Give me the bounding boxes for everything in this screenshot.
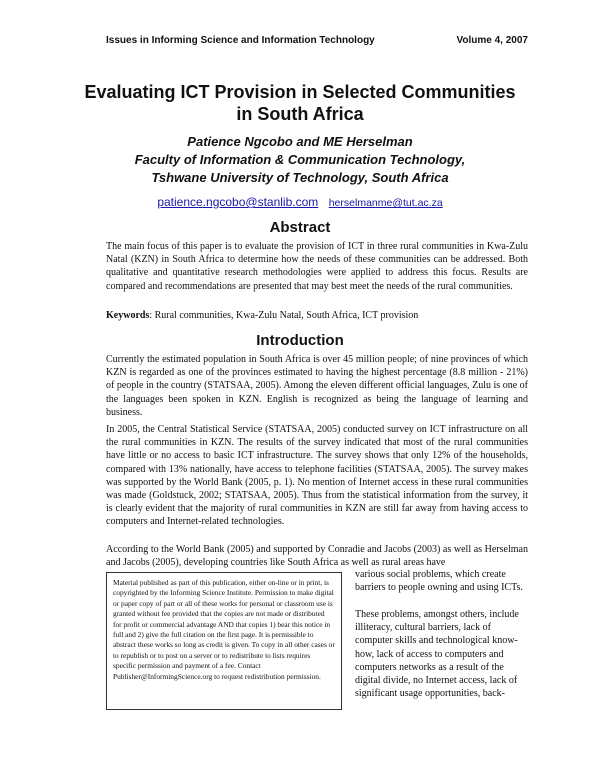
author-university: Tshwane University of Technology, South Africa	[151, 170, 449, 185]
intro-paragraph-2: In 2005, the Central Statistical Service (STATSAA, 2005) conducted survey on ICT infrastructure on all the rural communities in KZN. The results of the survey indicated that most of the rural communities have little or no access to basic ICT infrastructure. The survey shows that only 12% of the households, compared with 13% nationally, have access to telephone facilities (STATSAA, 2005). The survey makes was supported by the World Bank (2005, p. 1). No mention of Internet access in these rural communities was made (Goldstuck, 2002; STATSAA, 2005). Thus from the statistical information from the survey, it is clearly evident that the majority of rural communities in KZN are still far away from having access to computers and Internet-related technologies.	[106, 424, 528, 528]
abstract-heading: Abstract	[269, 219, 331, 236]
keywords-list: : Rural communities, Kwa-Zulu Natal, South Africa, ICT provision	[149, 310, 419, 321]
intro-paragraph-1: Currently the estimated population in South Africa is over 45 million people; of nine provinces of which KZN is regarded as one of the provinces estimated to having the highest percentage (8.8 million - 21%) of people in the country (STATSAA, 2005). Among the eleven different official languages, Zulu is one of the languages been spoken in KZN. English is recognized as being the language of learning and business.	[106, 354, 528, 418]
author-names: Patience Ngcobo and ME Herselman	[187, 134, 413, 149]
volume-info: Volume 4, 2007	[456, 35, 528, 46]
right-column-paragraph-2: These problems, amongst others, include illiteracy, cultural barriers, lack of computer skills and technological know-how, lack of access to computers and computers networks as a result of the digital divide, no Internet access, lack of significant usage opportunities, back-	[355, 609, 519, 700]
journal-name: Issues in Informing Science and Information Technology	[106, 35, 375, 46]
paper-title	[80, 81, 520, 125]
introduction-heading: Introduction	[256, 332, 344, 349]
keywords-label: Keywords	[106, 310, 150, 321]
title-line-2: in South Africa	[236, 104, 364, 124]
title-line-1: Evaluating ICT Provision in Selected Communities	[84, 82, 516, 102]
copyright-notice-box	[106, 572, 342, 710]
author-faculty: Faculty of Information & Communication Technology,	[134, 152, 466, 167]
copyright-notice-text: Material published as part of this publication, either on-line or in print, is copyrighted by the Informing Science Institute. Permission to make digital or paper copy of part or all of these works for personal or classroom use is granted without fee provided that the copies are not made or distributed for profit or commercial advantage AND that copies 1) bear this notice in full and 2) give the full citation on the first page. It is permissible to abstract these works so long as credit is given. To copy in all other cases or to republish or to post on a server or to redistribute to lists requires specific permission and payment of a fee. Contact Publisher@InformingScience.org to request redistribution permission.	[113, 578, 335, 681]
email-link-ngcobo[interactable]: patience.ngcobo@stanlib.com	[157, 195, 319, 209]
right-column-paragraph-1: various social problems, which create barriers to people owning and using ICTs.	[355, 569, 523, 594]
email-link-herselman[interactable]: herselmanme@tut.ac.za	[328, 197, 443, 209]
keywords-line	[106, 309, 528, 322]
author-block	[80, 133, 520, 187]
abstract-text: The main focus of this paper is to evaluate the provision of ICT in three rural communities in Kwa-Zulu Natal (KZN) in South Africa to determine how the needs of these communities can be addressed. Both qualitative and quantitative research methodologies were applied to address this focus. Results are compared and recommendations are presented that may best meet the needs of the rural communities.	[106, 241, 528, 292]
author-emails	[80, 193, 520, 211]
intro-paragraph-3: According to the World Bank (2005) and supported by Conradie and Jacobs (2003) as well as Herselman and Jacobs (2005), developing countries like South Africa as well as rural areas have	[106, 544, 528, 569]
